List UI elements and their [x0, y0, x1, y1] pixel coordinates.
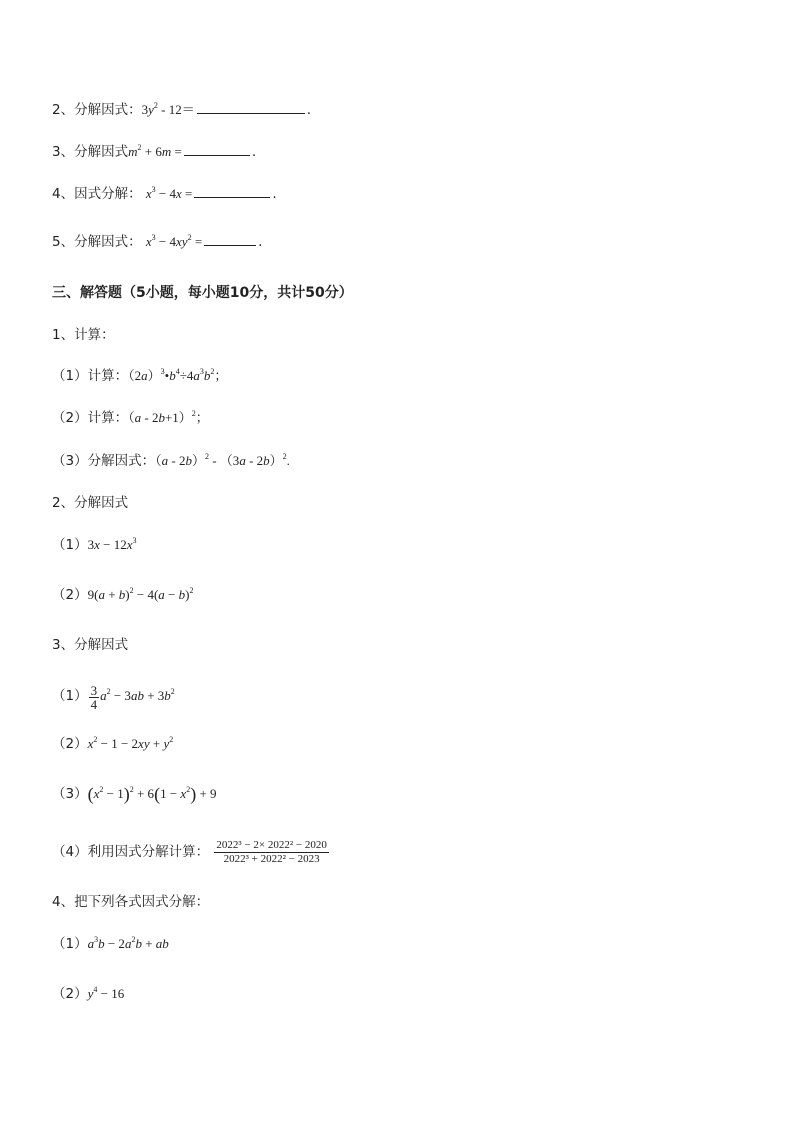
- fill-question-4: [52, 184, 277, 204]
- expression: $(a - 2b+1)^2$；: [128, 409, 209, 425]
- section-heading: 三、解答题（5小题，每小题10分，共计50分）: [52, 285, 353, 301]
- question-1-label: 1、计算：: [52, 327, 115, 343]
- expression: $x^2 - 1 - 2xy + y^2$: [87, 735, 174, 751]
- expression: $(2a)^3•b^4\div 4a^3b^2$；: [128, 367, 228, 383]
- question-label: 2、分解因式：: [52, 102, 142, 118]
- part-prefix: （2）: [52, 736, 88, 752]
- question-1-part-1: [52, 366, 227, 386]
- part-prefix: （2）计算：: [52, 410, 129, 426]
- expression: $x^3 - 4x$ =: [145, 185, 193, 201]
- question-4-part-2: [52, 984, 124, 1004]
- question-2-part-2: [52, 585, 193, 605]
- question-3-part-4: [52, 836, 330, 868]
- part-prefix: （1）: [52, 936, 88, 952]
- question-3-part-3: [52, 784, 217, 804]
- fill-question-5: [52, 232, 262, 252]
- question-label: 3、分解因式: [52, 144, 129, 160]
- part-prefix: （3）分解因式：: [52, 453, 156, 469]
- period: .: [306, 102, 312, 118]
- question-1-part-3: [52, 451, 290, 471]
- expression: $m^2 + 6m$ =: [128, 143, 182, 159]
- question-label: 4、因式分解：: [52, 186, 142, 202]
- expression: $3x - 12x^3$: [87, 536, 137, 552]
- fraction-denominator: 2022³ + 2022² − 2023: [223, 852, 320, 865]
- answer-blank[interactable]: [204, 232, 256, 246]
- expression: $9(a + b)^2 - 4(a - b)^2$: [87, 586, 194, 602]
- fraction: [214, 839, 328, 866]
- question-3-part-2: [52, 734, 173, 754]
- expression: $\frac{3}{4}$ $a^2 - 3ab + 3b^2$: [90, 682, 175, 712]
- fraction-numerator: 2022³ − 2× 2022² − 2020: [216, 838, 327, 851]
- part-prefix: （1）: [52, 688, 88, 704]
- answer-blank[interactable]: [194, 184, 270, 198]
- question-3-label: 3、分解因式: [52, 637, 129, 653]
- period: .: [272, 186, 277, 202]
- expression: （a - 2b）$^2$ - （3a - 2b）$^2$.: [155, 452, 290, 468]
- part-prefix: （3）: [52, 786, 88, 802]
- fill-question-2: [52, 100, 311, 120]
- expression: $y^4 - 16$: [87, 985, 125, 1001]
- answer-blank[interactable]: [197, 100, 305, 114]
- period: .: [258, 234, 263, 250]
- part-prefix: （2）: [52, 587, 88, 603]
- expression: $3y^2 - 12=$: [141, 101, 195, 117]
- expression: $a^3b - 2a^2b$ + ab: [87, 935, 169, 951]
- part-prefix: （2）: [52, 986, 88, 1002]
- question-3-part-1: [52, 680, 175, 712]
- question-2-part-1: [52, 535, 137, 555]
- question-1-part-2: [52, 408, 209, 428]
- fill-question-3: [52, 142, 256, 162]
- fraction: $\frac{3}{4}$: [90, 682, 98, 712]
- part-prefix: （4）利用因式分解计算：: [52, 844, 210, 860]
- question-2-label: 2、分解因式: [52, 495, 129, 511]
- question-4-part-1: [52, 934, 169, 954]
- part-prefix: （1）: [52, 537, 88, 553]
- period: .: [251, 144, 257, 160]
- answer-blank[interactable]: [184, 142, 250, 156]
- expression: $(x^2 - 1)^2 + 6(1 - x^2) + 9$: [87, 784, 217, 804]
- question-4-label: 4、把下列各式因式分解：: [52, 894, 210, 910]
- question-label: 5、分解因式：: [52, 234, 142, 250]
- part-prefix: （1）计算：: [52, 368, 129, 384]
- expression: $x^3 - 4xy^2$ =: [145, 233, 203, 249]
